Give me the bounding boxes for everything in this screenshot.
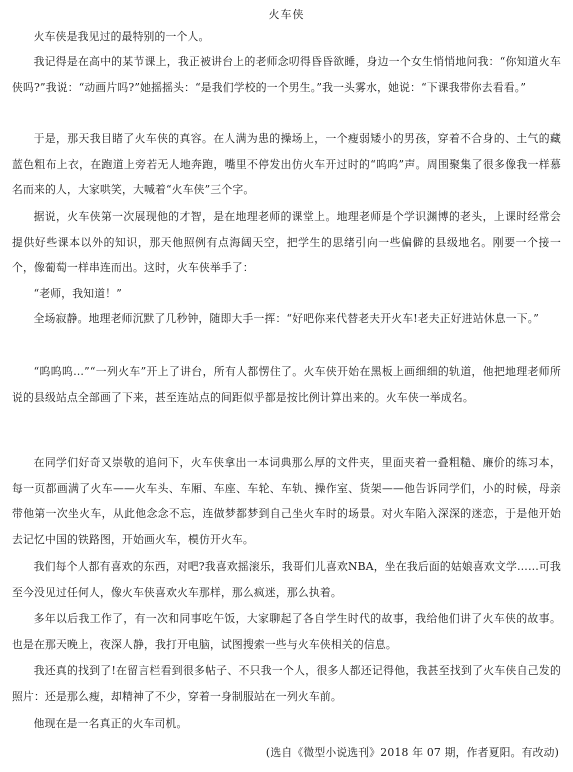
paragraph-10: 多年以后我工作了，有一次和同事吃午饭，大家聊起了各自学生时代的故事，我给他们讲了火车侠的故事。也是在那天晚上，夜深人静，我打开电脑，试图搜索一些与火车侠相关的信息。 [12,612,561,651]
paragraph-12: 他现在是一名真正的火车司机。 [33,717,188,730]
source-citation: (选自《微型小说选刊》2018 年 07 期，作者夏阳。有改动) [265,746,559,759]
document-title: 火车侠 [268,8,305,21]
paragraph-1: 火车侠是我见过的最特别的一个人。 [33,30,210,43]
paragraph-2: 我记得是在高中的某节课上，我正被讲台上的老师念叨得昏昏欲睡，身边一个女生悄悄地问我：“你知道火车侠吗?”我说：“动画片吗?”她摇摇头：“是我们学校的一个男生。”我一头雾水，她说：“下课我带你去看看。” [12,55,561,94]
paragraph-9: 我们每个人都有喜欢的东西，对吧?我喜欢摇滚乐，我哥们儿喜欢NBA，坐在我后面的姑娘喜欢文学……可我至今没见过任何人，像火车侠喜欢火车那样，那么疯迷，那么执着。 [12,560,561,599]
paragraph-6: 全场寂静。地理老师沉默了几秒钟，随即大手一挥：“好吧你来代替老夫开火车!老夫正好进站休息一下。” [33,312,540,325]
paragraph-4: 据说，火车侠第一次展现他的才智，是在地理老师的课堂上。地理老师是个学识渊博的老头，上课时经常会提供好些课本以外的知识，那天他照例有点海阔天空，把学生的思绪引向一些偏僻的县级地名。刚要一个接一个，像葡萄一样串连而出。这时，火车侠举手了： [12,210,561,274]
paragraph-8: 在同学们好奇又崇敬的追问下，火车侠拿出一本词典那么厚的文件夹，里面夹着一叠粗糙、廉价的练习本，每一页都画满了火车——火车头、车厢、车座、车轮、车轨、操作室、货架——他告诉同学们，小的时候，母亲带他第一次坐火车，从此他念念不忘，连做梦都梦到自己坐火车时的场景。对火车陷入深深的迷恋，于是他开始去记忆中国的铁路图，开始画火车，模仿开火车。 [12,456,561,546]
paragraph-3: 于是，那天我目睹了火车侠的真容。在人满为患的操场上，一个瘦弱矮小的男孩，穿着不合身的、土气的藏蓝色粗布上衣，在跑道上旁若无人地奔跑，嘴里不停发出仿火车开过时的“呜呜”声。周围聚集了很多像我一样慕名而来的人，大家哄笑，大喊着“火车侠”三个字。 [12,132,561,196]
paragraph-7: “呜呜呜…”“一列火车”开上了讲台，所有人都愣住了。火车侠开始在黑板上画细细的轨道，他把地理老师所说的县级站点全部画了下来，甚至连站点的间距似乎都是按比例计算出来的。火车侠一举成名。 [12,365,561,404]
paragraph-5: “老师，我知道！” [33,287,123,300]
paragraph-11: 我还真的找到了!在留言栏看到很多帖子、不只我一个人，很多人都还记得他，我甚至找到了火车侠自己发的照片：还是那么瘦，却精神了不少，穿着一身制服站在一列火车前。 [12,664,561,703]
